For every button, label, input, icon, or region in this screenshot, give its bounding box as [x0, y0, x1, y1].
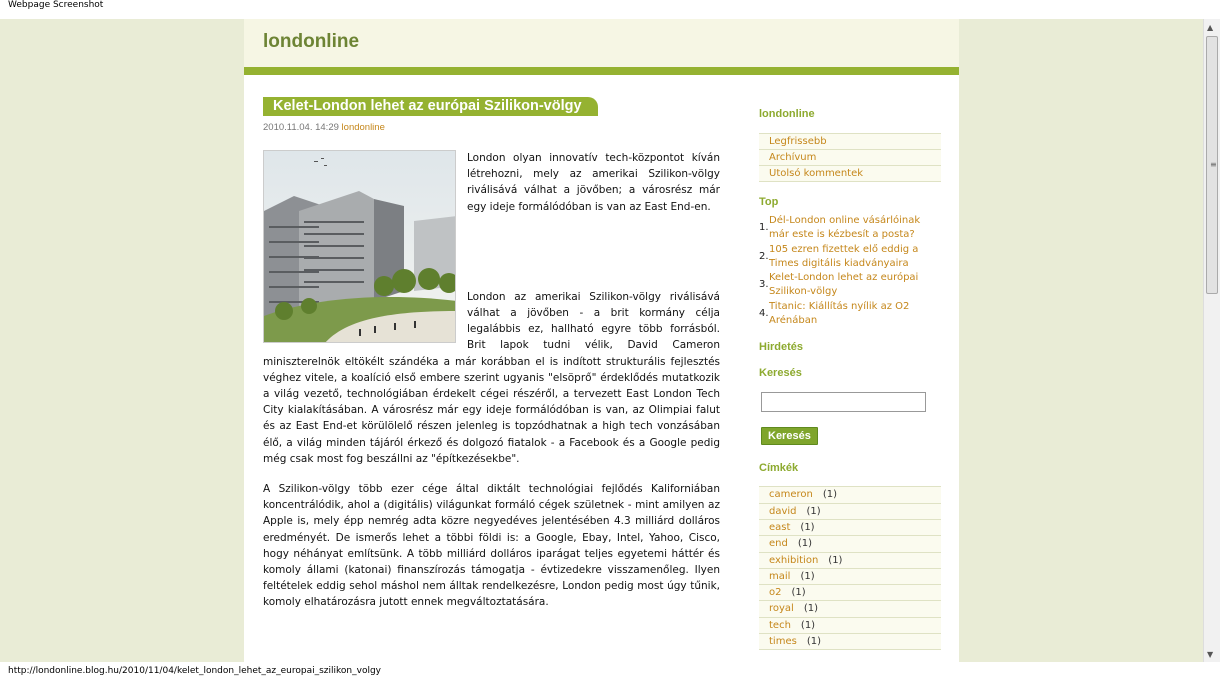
tag-count: (1) [828, 554, 843, 566]
tag-count: (1) [800, 570, 815, 582]
post-paragraph-3: A Szilikon-völgy több ezer cége által diktált technológiai fejlődés Kaliforniában koncentrálódik, ahol a (digitális) világunkat formáló cégek születnek - mint amilyen az Apple is, mely épp nemrég adta közre negyedéves jelentésében 4.3 milliárd dolláros eredményét. De ismerős lehet a többi földi is: a Google, Ebay, Intel, Yahoo, Cisco, hogy néhányat említsünk. A több milliárd dolláros iparágat teljes egyetemi háttér és komoly állami (katonai) finanszírozás támogatja - évtizedekre visszamenőleg. Ilyen feltételek eddig sehol máshol nem álltak rendelkezésre, London pedig most úgy tűnik, komoly elhatározásra jutott ennek megváltoztatására. [263, 483, 720, 609]
top-item[interactable] [759, 300, 941, 329]
sidebar-link-latest[interactable]: Legfrissebb [759, 134, 941, 150]
tag-list [759, 486, 941, 650]
header-bar [244, 67, 959, 75]
tag-item[interactable] [759, 520, 941, 536]
status-bar-url: http://londonline.blog.hu/2010/11/04/kelet_london_lehet_az_europai_szilikon_volgy [0, 662, 1220, 681]
search-input[interactable] [761, 392, 926, 412]
tag-item[interactable] [759, 553, 941, 569]
tag-link[interactable]: o2 [769, 587, 782, 599]
top-heading: Top [759, 196, 779, 208]
post-title-link[interactable]: Kelet-London lehet az európai Szilikon-völgy [263, 97, 598, 116]
tag-link[interactable]: david [769, 505, 797, 517]
sidebar-blog-heading: londonline [759, 108, 815, 120]
sidebar-nav [759, 133, 941, 182]
top-item-number: 1. [759, 222, 769, 233]
tag-link[interactable]: end [769, 538, 788, 550]
ad-heading: Hirdetés [759, 341, 804, 354]
top-item-link[interactable]: Dél-London online vásárlóinak már este is kézbesít a posta? [769, 215, 921, 241]
post-body [263, 150, 720, 611]
tag-item[interactable] [759, 585, 941, 601]
post-paragraph-1: London olyan innovatív tech-központot kíván létrehozni, mely az amerikai Szilikon-völgy riválisává válhat a jövőben; a városrész már egy ideje formálódóban is van az East End-en. [467, 152, 720, 213]
search-heading: Keresés [759, 367, 802, 380]
tag-item[interactable] [759, 487, 941, 503]
tag-item[interactable] [759, 601, 941, 617]
sidebar-link-comments[interactable]: Utolsó kommentek [759, 166, 941, 182]
top-item-link[interactable]: Titanic: Kiállítás nyílik az O2 Arénában [769, 300, 910, 327]
tag-count: (1) [822, 489, 838, 501]
site-header [244, 19, 959, 67]
tag-item[interactable] [759, 504, 941, 520]
tag-link[interactable]: royal [769, 603, 794, 615]
top-item[interactable] [759, 271, 941, 300]
blog-page [244, 19, 959, 662]
tag-count: (1) [806, 636, 821, 648]
tag-count: (1) [797, 538, 813, 550]
vertical-scrollbar[interactable] [1203, 19, 1220, 662]
post-author-link[interactable]: londonline [341, 122, 385, 133]
top-item-number: 3. [759, 279, 769, 291]
sidebar [759, 108, 941, 650]
site-title-link[interactable]: londonline [263, 31, 360, 52]
tag-link[interactable]: east [769, 521, 791, 533]
tag-count: (1) [800, 619, 816, 631]
top-item[interactable] [759, 243, 941, 272]
tag-count: (1) [803, 603, 819, 615]
post-date: 2010.11.04. 14:29 [263, 122, 339, 133]
tag-count: (1) [806, 505, 821, 517]
page-viewport [0, 19, 1203, 662]
tag-link[interactable]: exhibition [769, 554, 819, 566]
post-article [263, 95, 720, 625]
tag-count: (1) [791, 587, 806, 599]
city-render-illustration [264, 151, 456, 343]
sidebar-link-archive[interactable]: Archívum [759, 150, 941, 166]
tag-link[interactable]: cameron [769, 489, 813, 501]
top-item-link[interactable]: Kelet-London lehet az európai Szilikon-völgy [769, 272, 919, 298]
post-image [263, 150, 456, 343]
scrollbar-thumb[interactable] [1206, 36, 1218, 294]
scroll-down-arrow-icon[interactable]: ▼ [1207, 650, 1214, 659]
tag-item[interactable] [759, 618, 941, 634]
tags-heading: Címkék [759, 462, 799, 475]
tag-link[interactable]: tech [769, 619, 791, 631]
top-item-number: 4. [759, 307, 769, 319]
post-paragraph-2: London az amerikai Szilikon-völgy riválisává válhat a jövőben - a brit kormány célja legalábbis ez, hallható egyre több forrásból. Brit lapok tudni vélik, David Cameron miniszterelnök eltökélt szándéka a már korábban el is indított strukturális fejlesztés véghez vitele, a koalíció első embere szerint ugyanis "elsöprő" érdeklődés mutatkozik a világ vezető, technológiában érdekelt cégei részéről, a tervezett East London Tech City kialakításában. A városrész már egy ideje formálódóban is van, az Olimpiai falut és az East End-et körülölelő részen jelenleg is topzódhatnak a high tech vonzásában élő, a világ minden tájáról érkező és dolgozó fiatalok - a Facebook és a Google pedig még csak most fog beszállni az "építkezésekbe". [263, 290, 720, 465]
tag-link[interactable]: mail [769, 570, 791, 582]
tag-item[interactable] [759, 569, 941, 585]
top-list [759, 214, 941, 328]
top-item-link[interactable]: 105 ezren fizettek elő eddig a Times digitális kiadványaira [769, 243, 919, 269]
tag-count: (1) [800, 521, 815, 533]
scroll-up-arrow-icon[interactable]: ▲ [1207, 23, 1214, 32]
scrollbar-grip-icon: ≡ [1210, 160, 1217, 169]
tag-link[interactable]: times [769, 636, 797, 648]
top-item-number: 2. [759, 250, 769, 262]
tag-item[interactable] [759, 536, 941, 552]
post-meta [263, 122, 720, 133]
window-caption: Webpage Screenshot [0, 0, 1220, 19]
tag-item[interactable] [759, 634, 941, 650]
search-button[interactable]: Keresés [761, 427, 818, 445]
top-item[interactable] [759, 214, 941, 243]
